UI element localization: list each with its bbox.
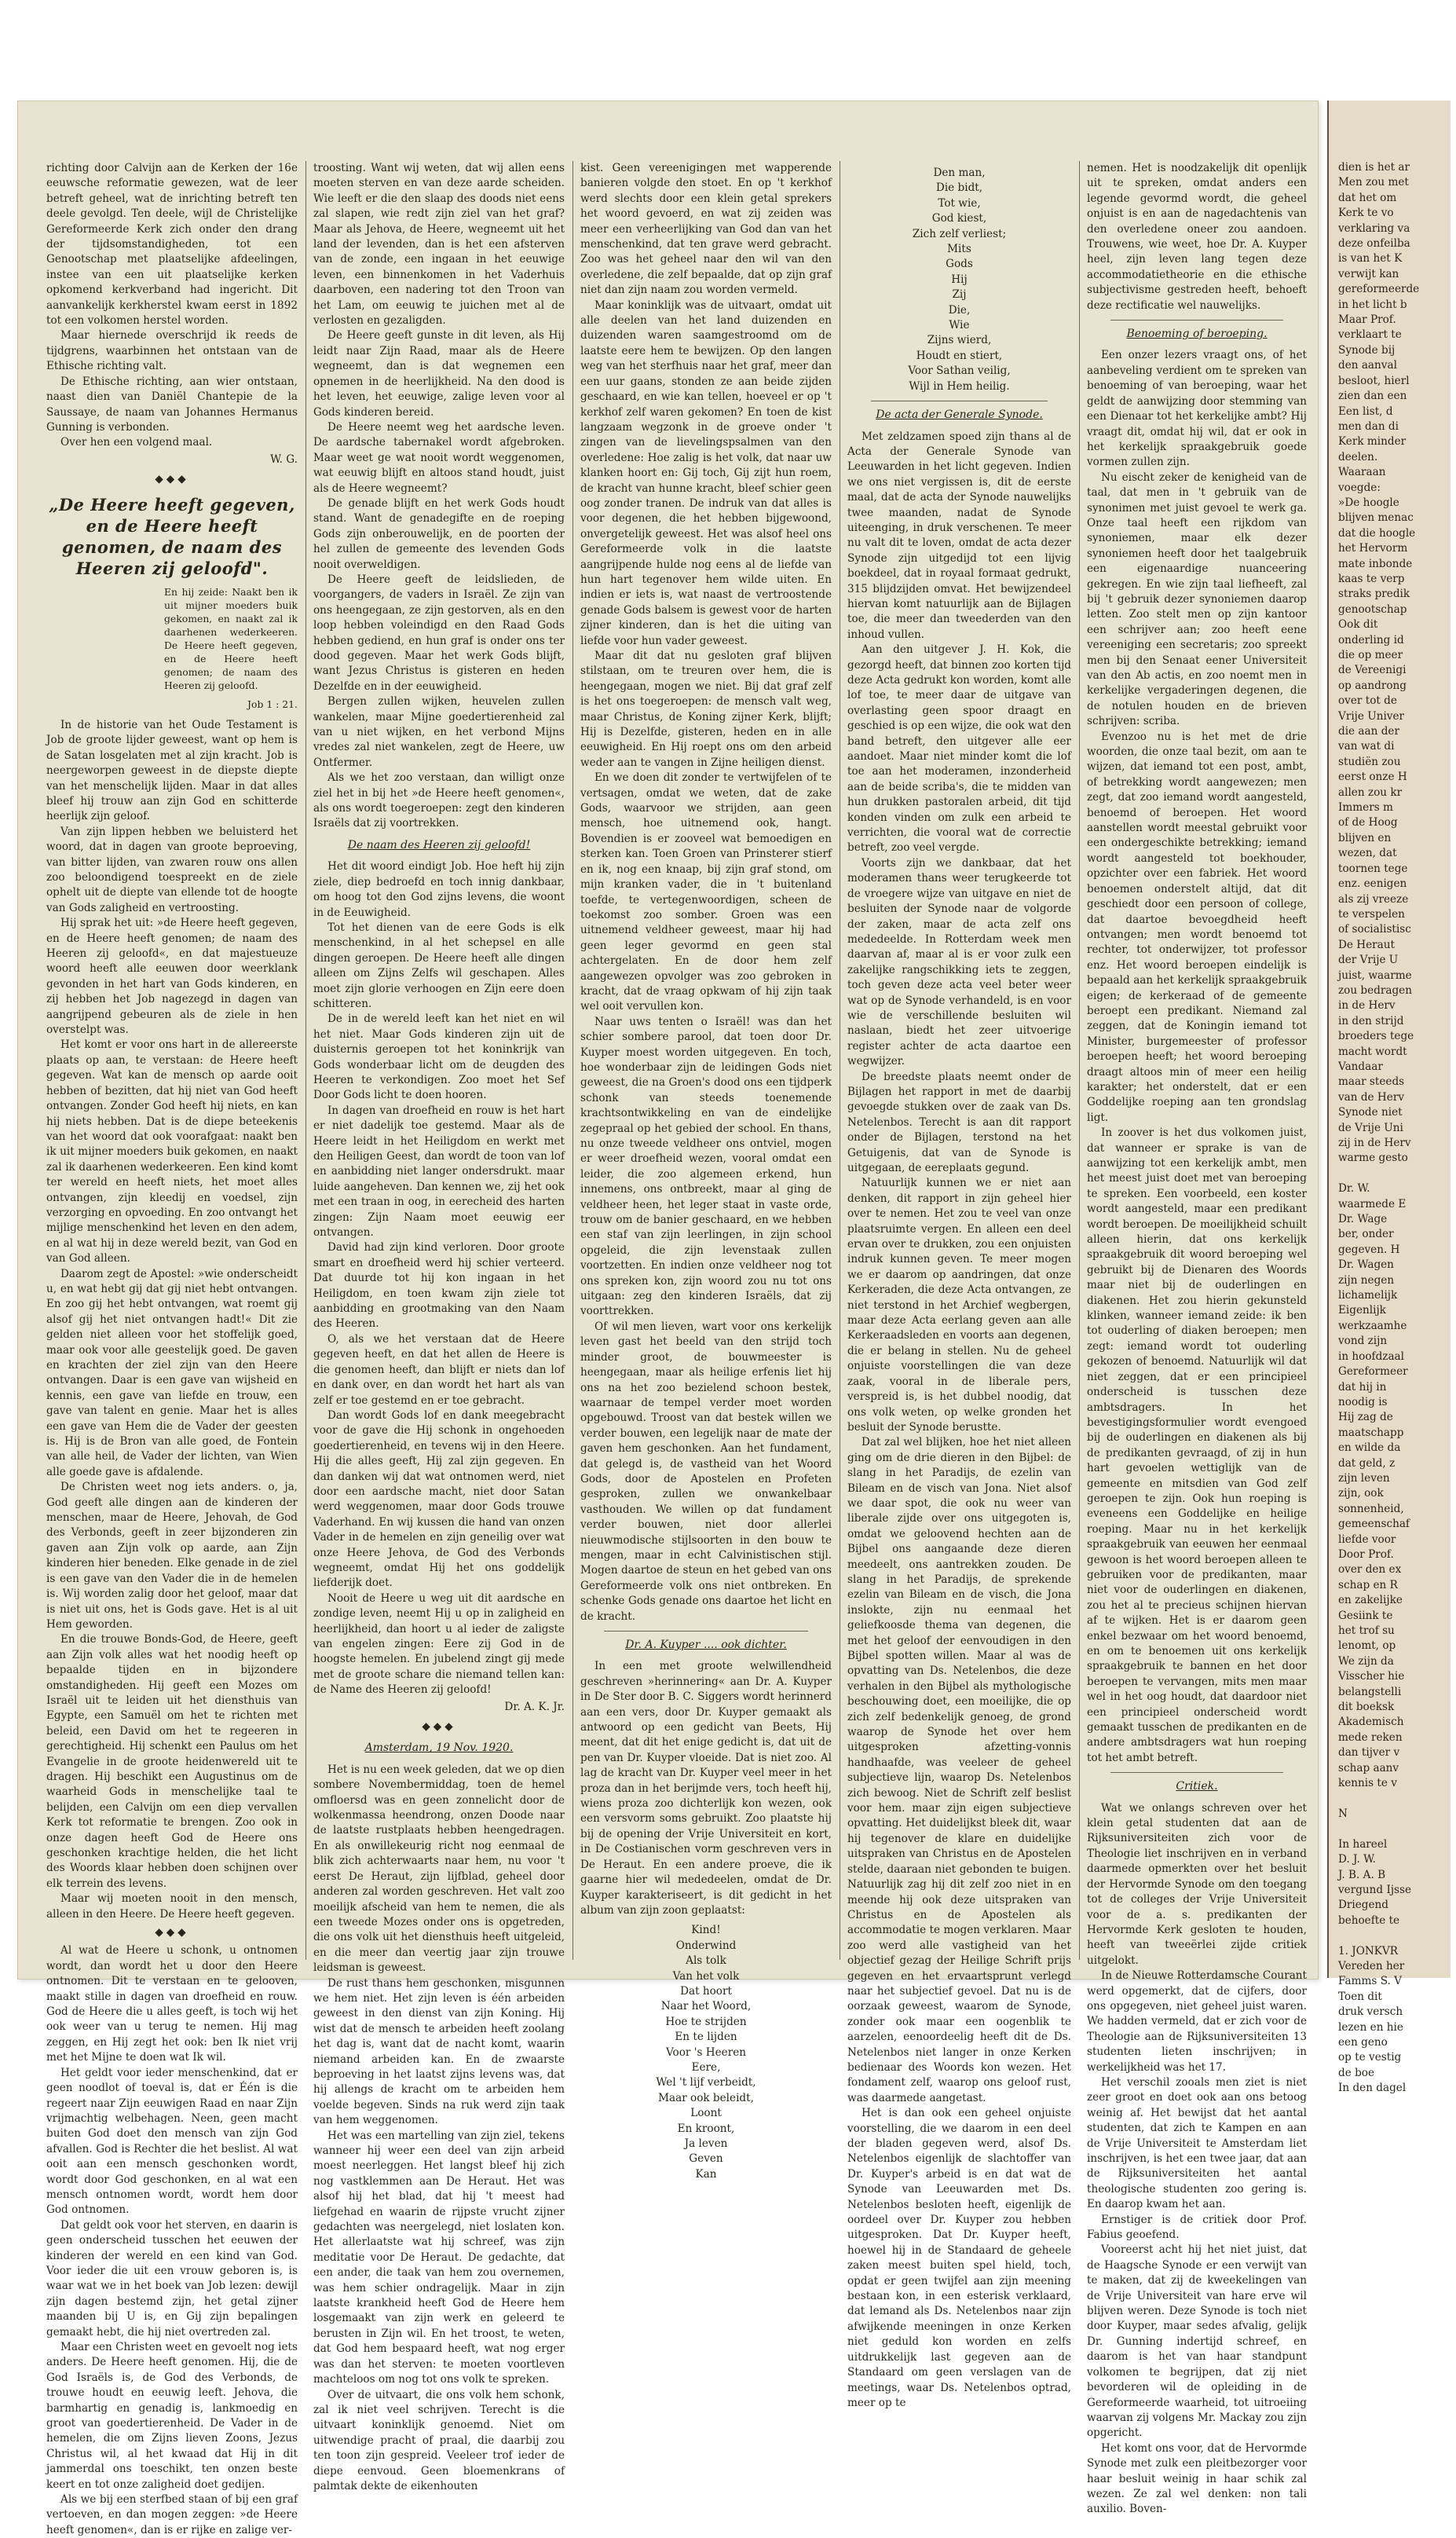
poem-line: Wel 't lijf verbeidt, [656,2076,756,2089]
paragraph: Voorts zijn we dankbaar, dat het moderamen thans weer terugkeerde tot de vroegere wijze van uitgave en niet de besluiten der Synode naar de volgorde der zaken, maar de acta zelf ons mededeelde. In Rotterdam week men daarvan af, maar al is er voor zulk een zakelijke rangschikking iets te zeggen, toch geven deze acta veel beter weer wat op de Synode verhandeld, is en voor wie de verschillende besluiten wil naslaan, biedt het zeer uitvoerige register achter de acta daartoe een wegwijzer. [847,856,1071,1068]
fragment-line: Vereden her [1338,1959,1405,1972]
poem-line: Tot wie, [938,196,981,210]
fragment-line: gereformeerde [1338,283,1420,296]
fragment-line: Toen dit [1338,1990,1382,2003]
fragment-line: dan tijver v [1338,1746,1400,1760]
paragraph: Maar koninklijk was de uitvaart, omdat uit alle deelen van het land duizenden en duizenden waren saamgestroomd om de laatste eere hem te bewijzen. Op den langen weg van het sterfhuis naar het graf, meer dan een uur gaans, stonden ze aan beide zijden geschaard, en wie kan tellen, hoeveel er op 't kerkhof zelf waren gekomen? En toen de kist langzaam wegzonk in de groeve onder 't zingen van de lievelingspsalmen van den overledene: Hoe zalig is het volk, dat naar uw klanken hoort en: Gij toch, Gij zijt hun roem, de kracht van hunne kracht, bleef schier geen oog zonder tranen. De indruk van dat alles is voor degenen, die het hebben bijgewoond, onvergetelijk geweest. Het was alsof heel ons Gereformeerde volk in die laatste aangrijpende hulde nog eens al de liefde van hun hart tegenover hem wilde uiten. En indien er iets is, wat naast de vertroostende genade Gods balsem is gewest voor de harten zijner kinderen, dan is het die uiting van liefde voor hun vader geweest. [580,298,832,647]
poem [580,1923,832,2182]
fragment-line: broeders tege [1338,1030,1414,1043]
fragment-line: Immers m [1338,801,1393,815]
paragraph: De in de wereld leeft kan het niet en wil het niet. Maar Gods kinderen zijn uit de duisternis geroepen tot het koninkrijk van Gods wonderbaar licht om de deugden des Heeren te verkondigen. Zoo moet het Sef Door Gods licht te doen hooren. [313,1013,565,1102]
paragraph: Maar een Christen weet en gevoelt nog iets anders. De Heere heeft genomen. Hij, die de God Israëls is, de God des Verbonds, de trouwe houdt en eeuwig leeft. Jehova, die barmhartig en genadig is, lankmoedig en groot van goedertierenheid. De Vader in de hemelen, die om Zijns lieven Zoons, Jezus Christus wil, al het kwaad dat Hij in dit jammerdal ons toeschikt, ten onzen beste keert en tot onze zaligheid doet gedijen. [46,2341,298,2491]
paragraph: Maar hiernede overschrijd ik reeds de tijdgrens, waarbinnen het ontstaan van de Ethische richting valt. [46,329,298,373]
poem-line: Kan [695,2167,717,2181]
fragment-line: zij in de Herv [1338,1137,1411,1149]
fragment-line: op aandrong [1338,679,1407,692]
paragraph: Hij sprak het uit: »de Heere heeft gegeven, en de Heere heeft genomen; de naam des Heeren zij geloofd«, en dat majestueuze woord heeft alle eeuwen door weerklank gevonden in het hart van Gods kinderen, en zij hebben het Job nagezegd in dagen van aangrijpend gebeuren als de ziele in hen overstelpt was. [46,917,298,1037]
separator-ornament: ◆◆◆ [155,1926,189,1939]
fragment-line: In hareel [1338,1837,1388,1851]
fragment-line: over den ex [1338,1563,1402,1577]
fragment-line: schap aanv [1338,1761,1399,1774]
fragment-line: verklaring va [1338,222,1410,235]
separator-ornament: ◆◆◆ [155,473,189,486]
paragraph: Bergen zullen wijken, heuvelen zullen wankelen, maar Mijne goedertierenheid zal van u niet wijken, en het verbond Mijns vredes zal niet wankelen, zegt de Heere, uw Ontfermer. [313,695,565,769]
poem-line: En kroont, [677,2122,735,2135]
paragraph: Of wil men lieven, wart voor ons kerkelijk leven gast het beeld van den strijd toch minder groot, de bouwmeester is heengegaan, maar als heilige erfenis liet hij ons na het zoo bezielend schoon bestek, waarnaar de tempel verder moet worden opgebouwd. Troost van dat bestek willen we verder bouwen, een legelijk naar de mate der gaven hem geschonken. Aan het fundament, dat gelegd is, de vastheid van het Woord Gods, door de Apostelen en Profeten gesproken, zullen we onwankelbaar vasthouden. We willen op dat fundament verder bouwen, niet door allerlei nieuwmodische stijlsoorten in den bouw te mengen, maar in echt Calvinistischen stijl. Mogen daartoe de steun en het gebed van ons Gereformeerde volk ons niet ontbreken. En schenke Gods genade ons daartoe het licht en de kracht. [580,1320,832,1623]
fragment-line: studiën zou [1338,755,1401,768]
poem [847,166,1071,394]
poem-line: Die, [948,303,971,317]
poem-line: Loont [690,2107,722,2120]
fragment-line: verwijt kan [1338,267,1399,280]
separator-ornament: ◆◆◆ [422,1720,456,1734]
paragraph: De Heere neemt weg het aardsche leven. De aardsche tabernakel wordt afgebroken. Maar weet ge wat nooit wordt weggenomen, wat eeuwig blijft en altoos stand houdt, juist als de Heere wegneemt? [313,420,565,495]
column-2 [313,161,565,2492]
fragment-line: N [1338,1807,1348,1820]
poem-line: Van het volk [672,1969,740,1983]
meditation-title: „De Heere heeft gegeven, en de Heere heeft genomen, de naam des Heeren zij geloofd". [49,494,295,578]
fragment-line: het Hervorm [1338,542,1408,555]
paragraph: Over de uitvaart, die ons volk hem schonk, zal ik niet veel schrijven. Terecht is die uitvaart koninklijk genoemd. Niet om uitwendige pracht of praal, die daarbij zou ten toon zijn gespreid. Veeleer trof ieder de diepe eenvoud. Geen bloemenkrans of palmtak dekte de eikenhouten [313,2388,565,2492]
fragment-line: liefde voor [1338,1533,1396,1546]
paragraph: Dat geldt ook voor het sterven, en daarin is geen onderscheid tusschen het eeuwen der kinderen der wereld en een kind van God. Voor ieder die uit een vrouw geboren is, is waar wat we in het boek van Job lezen: dewijl zijn dagen bestemd zijn, het getal zijner maanden bij U is, en Gij zijn bepalingen gemaakt hebt, die hij niet overtreden zal. [46,2218,298,2338]
fragment-line: het trof su [1338,1624,1395,1637]
paragraph: De breedste plaats neemt onder de Bijlagen het rapport in met de daarbij gevoegde stukken over de zaak van Ds. Netelenbos. Terecht is aan dit rapport onder de Bijlagen, terstond na het Getuigenis, dat van de Synode is uitgegaan, de eereplaats gegund. [847,1070,1071,1174]
paragraph: Wat we onlangs schreven over het klein getal studenten dat aan de Rijksuniversiteiten zich voor de Theologie liet inschrijven en in verband daarmede opmerkten over het besluit der Hervormde Synode om den toegang tot de colleges der Vrije Universiteit voor de a. s. predikanten der Hervormde Kerk gesloten te houden, heeft van tweeërlei zijde critiek uitgelokt. [1087,1801,1307,1967]
fragment-line: die aan der [1338,725,1399,738]
poem-line: Zijns wierd, [927,334,992,347]
fragment-line: lezen en hie [1338,2020,1403,2034]
paragraph: Tot het dienen van de eere Gods is elk menschenkind, in al het schepsel en alle dingen geroepen. De Heere heeft alle dingen alleen om Zijns Zelfs wil geschapen. Alles moet zijn glorie verhoogen en Zijn eere doen schitteren. [313,921,565,1010]
fragment-line: behoefte te [1338,1914,1400,1927]
poem-line: Zij [952,288,967,302]
paragraph: Als we het zoo verstaan, dan willigt onze ziel het in bij het »de Heere heeft genomen«, als ons wordt toegeroepen: zegt den kinderen Israëls dat zij voortrekken. [313,771,565,830]
adjacent-page-column [1338,160,1456,2095]
fragment-line: juist, waarme [1338,969,1412,982]
fragment-line: »De hoogle [1338,496,1399,509]
fragment-line: Eigenlijk [1338,1304,1386,1317]
adjacent-page-fragment [1327,101,1451,2095]
poem-line: Voor Sathan veilig, [908,364,1011,378]
fragment-line: gegeven. H [1338,1243,1400,1256]
paragraph: Het is dan ook een geheel onjuiste voorstelling, die we daarom in een deel der bladen gegeven werd, alsof Ds. Netelenbos eigenlijk de slachtoffer van Dr. Kuyper's arbeid is en dat wat de Synode van Leeuwarden met Ds. Netelenbos besloten heeft, eigenlijk de oordeel over Dr. Kuyper zou hebben uitgesproken. Dat Dr. Kuyper heeft, hoewel hij in de Standaard de geheele zaken meest buiten spel hield, toch, opdat er geen twijfel aan zijn meening bestaan kon, in een esterisk verklaard, dat lemand als Ds. Netelenbos naar zijn afwijkende meeningen in onze Kerken niet geduld kon worden en zelfs uitdrukkelijk last gegeven aan de Standaard om geen verslagen van de meetings, waar Ds. Netelenbos optrad, meer op te [847,2107,1071,2409]
fragment-line: den aanval [1338,359,1397,372]
paragraph: Evenzoo nu is het met de drie woorden, die onze taal bezit, om aan te wijzen, dat iemand tot een post, ambt, of betrekking wordt aangewezen; men zegt, dat zoo iemand wordt aangesteld, benoemd of beroepen. Het woord aanstellen wordt meestal gebruikt voor een ondergeschikte betrekking; iemand wordt aangesteld tot boekhouder, opzichter over een fabriek. Het woord benoemen onderstelt altijd, dat dit geschiedt door een persoon of college, dat daartoe bevoegdheid heeft ontvangen; men wordt benoemd tot rechter, tot onderwijzer, tot professor enz. Het woord beroepen eindelijk is bepaald aan het kerkelijk spraakgebruik eigen; de kerkeraad of de gemeente beroept een predikant. Niemand zal zeggen, dat de Koningin iemand tot Minister, burgemeester of professor beroepen heeft; het woord beroeping draagt altoos min of meer een heilig karakter; het onderstelt, dat er een Goddelijke roeping aan ten grondslag ligt. [1087,730,1307,1124]
fragment-line: Synode niet [1338,1106,1403,1119]
fragment-line: Maar Prof. [1338,313,1396,327]
fragment-line: der Vrije U [1338,954,1399,967]
column-rule [305,161,306,1960]
paragraph: Het verschil zooals men ziet is niet zeer groot en doet ook aan ons betoog weinig af. Het bewijst dat het aantal studenten, dat zich te Kampen en aan de Vrije Universiteit te Amsterdam liet inschrijven, is het een twee jaar, dat aan de Rijksuniversiteiten het aantal theologische studenten zoo gering is. En daarop kwam het aan. [1087,2075,1307,2211]
poem-line: Houdt en stiert, [916,349,1003,362]
fragment-line: zien dan een [1338,390,1407,403]
paragraph: Nu eischt zeker de kenigheid van de taal, dat men in 't gebruik van de synonimen met juist gevoel te werk ga. Onze taal heeft een rijkdom van synoniemen, maar elk dezer synoniemen heeft door het taalgebruik een eigenaardige nuanceering gekregen. En wie zijn taal liefheeft, zal bij 't gebruik dezer synoniemen daarop letten. Zoo stelt men op zijn kantoor een schrijver aan; zoo heeft eene vereeniging een secretaris; zoo spreekt men bij den Senaat eener Universiteit van den Ab actis, en zoo noemt men in kerkelijke vergaderingen degenen, die de notulen houden en de brieven schrijven: scriba. [1087,471,1307,728]
column-rule [1079,161,1080,1960]
paragraph: Het dit woord eindigt Job. Hoe heft hij zijn ziele, diep bedroefd en toch innig dankbaar, om hoog tot den God zijns levens, die woont in de Eeuwigheid. [313,860,565,919]
fragment-line: zijn negen [1338,1273,1395,1287]
fragment-line: is van het K [1338,252,1403,266]
fragment-line: sonnenheid, [1338,1502,1404,1515]
fragment-line: Waaraan [1338,466,1386,479]
fragment-line: Door Prof. [1338,1547,1394,1561]
fragment-line: onderling id [1338,633,1404,646]
fragment-line: De Heraut [1338,938,1395,951]
fragment-line: Hij zag de [1338,1411,1393,1424]
paragraph: In de Nieuwe Rotterdamsche Courant werd opgemerkt, dat de cijfers, door ons opgegeven, niet geheel juist waren. We hadden vermeld, dat er zich voor de Theologie aan de Rijksuniversiteiten 13 studenten lieten inschrijven; in werkelijkheid was het 17. [1087,1969,1308,2074]
paragraph: De Heere geeft gunste in dit leven, als Hij leidt naar Zijn Raad, maar als de Heere wegneemt, dan is dat wegnemen een opnemen in de heerlijkheid. Na den dood is het leven, het eeuwige, zalige leven voor al Gods kinderen bereid. [313,329,565,419]
poem-line: God kiest, [931,212,987,225]
poem-line: Wijl in Hem heilig. [909,379,1010,393]
fragment-line: maatschapp [1338,1426,1404,1439]
fragment-line: mate inbonde [1338,557,1413,570]
fragment-line: in de Herv [1338,999,1396,1013]
fragment-line: dit boeksk [1338,1701,1395,1714]
paragraph: Het komt ons voor, dat de Hervormde Synode met zulk een pleitbezorger voor haar besluit weinig in haar schik zal wezen. Ze zal wel denken: non tali auxilio. Boven- [1087,2441,1307,2516]
fragment-line: Dr. W. [1338,1182,1370,1196]
fragment-line: genootschap [1338,602,1407,616]
fragment-line: deze onfeilba [1338,237,1410,251]
fragment-line: men dan di [1338,419,1399,433]
fragment-line: dat die hoogle [1338,526,1416,540]
fragment-line: als zij vreeze [1338,892,1409,906]
fragment-line: Famms S. V [1338,1975,1402,1988]
fragment-line: in hoofdzaal [1338,1350,1404,1363]
fragment-line: druk versch [1338,2005,1403,2019]
fragment-line: verklaart te [1338,328,1402,342]
fragment-line: wezen, dat [1338,847,1397,860]
paragraph: En we doen dit zonder te vertwijfelen of te vertsagen, omdat we weten, dat de zake Gods, waarvoor we strijden, aan geen mensch, hoe uitnemend ook, hangt. Bovendien is er zooveel wat bemoedigen en sterken kan. Toen Groen van Prinsterer stierf en ik, nog een knaap, bij zijn graf stond, om mijn kranken vader, die in 't buitenland toefde, te vertegenwoordigen, scheen de toekomst zoo somber. Groen was een uitnemend veldheer geweest, maar hij had geen leger gevormd en geen stal achtergelaten. En de door hem zelf aangewezen opvolger was zoo gebroken in kracht, dat de vraag opkwam of hij zijn taak wel ooit vervullen kon. [580,771,832,1013]
fragment-line: lenomt, op [1338,1639,1396,1653]
poem-line: Mits [947,243,971,256]
fragment-line: de boe [1338,2066,1374,2079]
fragment-line: gemeenschaf [1338,1518,1410,1531]
fragment-line: In den dagel [1338,2082,1407,2095]
paragraph: De Ethische richting, aan wier ontstaan, naast dien van Daniël Chantepie de la Saussaye, de naam van Johannes Hermanus Gunning is verbonden. [46,375,298,434]
fragment-line [1338,1928,1456,1943]
fragment-line: Vrije Univer [1338,709,1405,723]
fragment-line: zou bedragen [1338,983,1412,997]
fragment-line: voegde: [1338,481,1381,494]
paragraph: troosting. Want wij weten, dat wij allen eens moeten sterven en van deze aarde scheiden. Wie leeft er die den slaap des doods niet eens zal slapen, wie redt zijn ziel van het graf? Maar als Jehova, de Heere, wegneemt uit het land der levenden, dan is het een afsterven van de zonde, een ingaan in het eeuwige leven, een binnenkomen in het Vaderhuis daarboven, een nadering tot den Troon van het Lam, om eeuwig te juichen met al de verlosten en gezaligden. [313,162,565,328]
fragment-line: Vandaar [1338,1060,1383,1073]
poem-line: Geven [689,2152,723,2166]
fragment-line: Men zou met [1338,176,1409,189]
poem-line: Die bidt, [935,181,983,195]
fragment-line: van de Herv [1338,1090,1405,1104]
paragraph: Naar uws tenten o Israël! was dan het schier sombere parool, dat toen door Dr. Kuyper moest worden uitgegeven. En toch, hoe wonderbaar zijn de leidingen Gods niet geweest, die na Groen's dood ons een tijdperk schonk van steeds toenemende krachtsontwikkeling en van de eindelijke zegepraal op het gebied der school. En thans, nu onze tweede veldheer ons ontviel, mogen er weer droefheid wezen, vooral omdat een leider, die zoo algemeen erkend, hun innemens, ons ontbreekt, maar al ging de veldheer heen, het leger staat in vaste orde, trouw om de banier geschaard, en we hebben een staf van zijn leerlingen, in zijn school opgeleid, die zijn levenstaak zullen voortzetten. En indien onze veldheer nog tot ons spreken kon, zijn woord zou nu tot ons uitgaan: zeg den kinderen Israëls, dat zij voorttrekken. [580,1015,832,1318]
paragraph: Natuurlijk kunnen we er niet aan denken, dit rapport in zijn geheel hier over te nemen. Het zou te veel van onze plaatsruimte vergen. En alleen een deel ervan over te drukken, zou een onjuisten indruk kunnen geven. Te meer mogen we er daarom op aandringen, dat onze Kerkeraden, die deze Acta ontvangen, ze niet terstond in het Archief wegbergen, maar deze Acta eerlang geven aan alle Kerkeraadsleden en voorts aan degenen, die er belang in stellen. Nu de geheel onjuiste voorstellingen die van deze zaak, vooral in de liberale pers, verspreid is, is het dubbel noodig, dat ons volk weten, op welke gronden het besluit der Synode berustte. [847,1177,1071,1434]
poem-line: Gods [946,258,973,271]
paragraph: nemen. Het is noodzakelijk dit openlijk uit te spreken, omdat anders een legende gevormd wordt, die geheel onjuist is en aan de nagedachtenis van den overledene oneer zou aandoen. Trouwens, wie weet, hoe Dr. A. Kuyper heel, zijn leven lang tegen deze accommodatietheorie en die ethische subjectivisme gestreden heeft, behoeft deze rectificatie wel nauwelijks. [1087,162,1307,312]
paragraph: De Christen weet nog iets anders. o, ja, God geeft alle dingen aan de kinderen der menschen, maar de Heere, Jehovah, de God des Verbonds, geeft in zeer bijzonderen zin gaven aan Zijn volk op aarde, aan Zijn kinderen hier beneden. Elke genade in de ziel is een gave van den Vader die in de hemelen is. Wij worden zalig door het geloof, maar dat is niet uit ons, het is Gods gave. Het is al uit Hem geworden. [46,1481,298,1631]
fragment-line: macht wordt [1338,1045,1407,1058]
fragment-line: van wat di [1338,740,1395,753]
paragraph: Het is nu een week geleden, dat we op dien sombere Novembermiddag, toen de hemel omfloersd was en geen zonnelicht door de wolkenmassa heendrong, onzen Doode naar de laatste rustplaats hebben heengedragen. En als onwillekeurig richt nog eenmaal de blik zich achterwaarts naar hem, nu voor 't eerst De Heraut, zijn lijfblad, geheel door anderen zal worden geschreven. Het valt zoo moeilijk afscheid van hem te nemen, die als een tweede Mozes onder ons is opgetreden, die ons volk uit het diensthuis heeft uitgeleid, en die meer dan veertig jaar zijn trouwe leidsman is geweest. [313,1763,565,1975]
fragment-line: Een list, d [1338,405,1393,418]
paragraph: David had zijn kind verloren. Door groote smart en droefheid werd hij schier verteerd. Dat duurde tot hij kon ingaan in het Heiligdom, en toen kwam zijn ziele tot aanbidding en grootmaking van den Naam des Heeren. [313,1241,565,1331]
fragment-line: dien is het ar [1338,161,1410,174]
poem-line: Maar ook beleidt, [658,2091,754,2104]
paragraph: Ernstiger is de critiek door Prof. Fabius geoefend. [1087,2213,1307,2242]
fragment-line: We zijn da [1338,1654,1394,1668]
fragment-line: werkzaamhe [1338,1319,1407,1332]
paragraph: In de historie van het Oude Testament is Job de groote lijder geweest, want op hem is de Satan losgelaten met al zijn kracht. Job is neergeworpen geweest in de diepste diepte van het menschelijk lijden. Maar in dat alles bleef hij trouw aan zijn God en schitterde heerlijk zijn geloof. [46,718,298,823]
paragraph: Maar dit dat nu gesloten graf blijven stilstaan, om te treuren over hem, die is heengegaan, mogen we niet. Bij dat graf zelf is het ons toegeroepen: de mensch valt weg, maar Christus, de Koning zijner Kerk, blijft; Hij is Dezelfde, gisteren, heden en in alle eeuwigheid. En Hij roept ons om den arbeid weder aan te vangen in Zijne heiligen dienst. [580,650,832,769]
fragment-line: een geno [1338,2035,1388,2049]
paragraph: En die trouwe Bonds-God, de Heere, geeft aan Zijn volk alles wat het noodig heeft op bepaalde tijden en in bijzondere omstandigheden. Hij geeft een Mozes om Israël uit te leiden uit het diensthuis van Egypte, een Samuël om het te richten met beleid, een David om het te regeeren in gerechtigheid. Hij schenkt een Paulus om het Evangelie in de groote heidenwereld uit te dragen. Hij beschikt een Augustinus om de waarheid Gods in menschelijke taal te belijden, een Calvijn om een diep vervallen Kerk tot reformatie te brengen. Zoo ook in onze dagen heeft God de Heere ons geschonken krachtige helden, die het licht des Woords klaar hebben doen schijnen over elk terrein des levens. [46,1633,298,1890]
fragment-line: kennis te v [1338,1777,1397,1790]
fragment-line: ber, onder [1338,1228,1394,1241]
section-heading: Benoeming of beroeping. [1126,328,1268,341]
poem-line: Eere, [691,2060,721,2074]
poem-line: Hoe te strijden [665,2015,747,2028]
poem-line: Kind! [691,1924,721,1937]
poem-line: Hij [951,273,968,286]
fragment-line: in den strijd [1338,1014,1404,1027]
newspaper-page [17,101,1319,2536]
poem-line: Als tolk [686,1954,726,1968]
paragraph: Dan wordt Gods lof en dank meegebracht voor de gave die Hij schonk in ongehoeden goedertierenheid, en tevens wij in den Heere. Hij die alles geeft, Hij zal zijn gegeven. En dan danken wij dat wat ontnomen werd, niet door een aardsche macht, niet door Satan werd weggenomen, maar door Gods trouwe Vaderhand. En wij kussen die hand van onzen Vader in de hemelen en zijn geneilig over wat onze Heere Jehova, de God des Verbonds wegneemt, omdat Hij het ons goddelijk liefderijk doet. [313,1408,565,1590]
fragment-line: 1. JONKVR [1338,1944,1398,1958]
fragment-line: eerst onze H [1338,771,1407,784]
fragment-line [1338,1166,1456,1181]
poem-line: Den man, [933,167,986,179]
fragment-line: Driegend [1338,1899,1388,1912]
fragment-line: of de Hoog [1338,816,1398,830]
fragment-line: dat hij in [1338,1380,1387,1394]
paragraph: In zoover is het dus volkomen juist, dat wanneer er sprake is van de aanwijzing tot een kerkelijk ambt, men het meest juist doet met van beroeping te spreken. Een voorbeeld, een koster wordt aangesteld, maar een predikant wordt beroepen. De moeilijkheid schuilt alleen hierin, dat ons kerkelijk spraakgebruik dit woord beroeping wel gebruikt bij de Dienaren des Woords maar niet bij de ouderlingen en diakenen. Het zou hierin gekunsteld klinken, wanneer iemand zeide: ik ben tot ouderling of diaken beroepen; men zegt: iemand wordt tot ouderling gekozen of benoemd. Natuurlijk wil dat niet zeggen, dat er een principieel onderscheid is tusschen deze ambtsdragers. In het bevestigingsformulier wordt evengoed bij de ouderlingen en diakenen als bij de predikanten gevraagd, of zij in hun hart gevoelen wettiglijk van de gemeente en mitsdien van God zelf geroepen te zijn. Ook hun roeping is eveneens een Goddelijke en heilige roeping. Maar nu in het kerkelijk spraakgebruik van eeuwen her eenmaal gewoon is het woord beroepen alleen te gebruiken voor de predikanten, maar niet voor de ouderlingen en diakenen, zou het al te precieus schijnen hiervan af te wijken. Het is er daarom geen enkel bezwaar om het woord benoemd, en om te benoemen uit ons kerkelijk spraakgebruik te bannen en het door beroepen te vervangen, mits men maar wel in het oog houdt, dat daardoor niet een principieel onderscheid wordt gemaakt tusschen de predikanten en de andere ambtsdragers wat hun roeping tot het ambt betreft. [1087,1126,1307,1764]
fragment-line: Kerk te vo [1338,207,1394,220]
fragment-line: kaas te verp [1338,572,1405,585]
column-4 [847,161,1071,2409]
poem-line: Zich zelf verliest; [912,227,1007,240]
paragraph: Daarom zegt de Apostel: »wie onderscheidt u, en wat hebt gij dat gij niet hebt ontvangen. En zoo gij het hebt ontvangen, wat roemt gij alsof gij het niet ontvangen hadt!« Dit zie gelden niet alleen voor het stoffelijk goed, maar ook voor alle geestelijk goed. De gaven en krachten der ziel zijn van den Heere ontvangen. Daar is een gave van wijsheid en kennis, een gave van liefde en trouw, een gave van talent en genie. Maar het is alles een gave van Hem die de Vader der geesten is. Hij is de Bron van alle goed, de Fontein van alle heil, de Vader der lichten, van Wien alle goede gave is afdalende. [46,1267,298,1478]
fragment-line: mede reken [1338,1730,1403,1744]
fragment-line: D. J. W. [1338,1853,1377,1866]
fragment-line: besloot, hierl [1338,374,1410,387]
fragment-line: schap en R [1338,1578,1398,1591]
fragment-line: vergund Ijsse [1338,1883,1412,1896]
article-signature: Dr. A. K. Jr. [504,1700,565,1713]
fragment-line: Dr. Wage [1338,1213,1388,1226]
poem-line: Dat hoort [680,1984,732,1998]
fragment-line: blijven en [1338,831,1392,844]
fragment-line: deelen. [1338,450,1378,463]
fragment-line: en wilde da [1338,1441,1401,1455]
column-3 [580,161,832,2181]
fragment-line: of socialistisc [1338,923,1411,936]
fragment-line: allen zou kr [1338,786,1403,799]
fragment-line: die op meer [1338,649,1403,661]
paragraph: Nooit de Heere u weg uit dit aardsche en zondige leven, neemt Hij u op in zaligheid en heerlijkheid, dan hoort u al ieder de zaligste van engelen zingen: Eere zij God in de hoogste hemelen. En jubelend zingt gij mede met de groote schare die niemand tellen kan: de Name des Heeren zij geloofd! [313,1591,565,1697]
paragraph: Maar wij moeten nooit in den mensch, alleen in den Heere. De Heere heeft gegeven. [46,1892,298,1921]
fragment-line: noodig is [1338,1395,1388,1408]
poem-line: En te lijden [675,2031,737,2044]
fragment-line: op te vestig [1338,2051,1402,2064]
section-heading: Critiek. [1176,1780,1218,1793]
poem-line: Naar het Woord, [660,2000,752,2013]
fragment-line: Gesiink te [1338,1609,1393,1622]
section-heading: De acta der Generale Synode. [876,408,1043,422]
paragraph: Aan den uitgever J. H. Kok, die gezorgd heeft, dat binnen zoo korten tijd deze Acta gedrukt kon worden, komt alle lof toe, te meer daar de uitgave van overlasting geen spoor draagt en geschied is op een wijze, die ook wat den band betreft, den uitgever alle eer aandoet. Maar niet minder komt die lof toe aan het moderamen, inzonderheid aan de beide scriba's, die te midden van hun drukken pastoralen arbeid, dit tijd konden vinden om zulk een arbeid te verrichten, die vooral wat de correctie betreft, zoo veel vergde. [847,643,1071,855]
paragraph: Al wat de Heere u schonk, u ontnomen wordt, dan wordt het u door den Heere ontnomen. Dit te verstaan en te gelooven, maakt stille in dagen van droefheid en rouw. God de Heere die u alles geeft, is toch wij het ook weer van u terug te nemen. Hij mag zeggen, en Hij zegt het ook: ben Ik niet vrij met het Mijne te doen wat Ik wil. [46,1944,298,2064]
paragraph: Met zeldzamen spoed zijn thans al de Acta der Generale Synode van Leeuwarden in het licht gegeven. Indien we ons niet vergissen is, dit de eerste maal, dat de acta der Synode nauwelijks twee maanden, nadat de Synode uiteenging, in druk verschenen. Te meer nu valt dit te loven, omdat de acta dezer Synode zijn uitgedijd tot een lijvig boekdeel, dat in royaal formaat gedrukt, 315 blijdzijden omvat. Het bewijzendeel hiervan komt natuurlijk aan de Bijlagen toe, die meer dan tweederden van den inhoud vullen. [847,430,1071,641]
poem-line: Onderwind [675,1939,737,1952]
fragment-line: zijn leven [1338,1471,1390,1485]
column-1 [46,161,298,2536]
epigraph: En hij zeide: Naakt ben ik uit mijner moeders buik gekomen, en naakt zal ik daarhenen wederkeeren. De Heere heeft gegeven, en de Heere heeft genomen; de naam des Heeren zij geloofd. [164,585,298,691]
section-subtitle: De naam des Heeren zij geloofd! [347,838,531,851]
paragraph: In dagen van droefheid en rouw is het hart er niet dadelijk toe gestemd. Maar als de Heere leidt in het Heiligdom en werkt met den Heiligen Geest, dan wordt de toon van lof en aanbidding niet langer ondersdrukt. maar luide aangeheven. Dan kennen we, zij het ook met een traan in oog, in eerecheid des harten zingen: Zijn Naam moet eeuwig eer ontvangen. [313,1104,565,1240]
fragment-line: Gereformeer [1338,1365,1408,1379]
fragment-line: Visscher hie [1338,1670,1405,1683]
fragment-line: warme gesto [1338,1152,1408,1165]
fragment-line: dat geld, z [1338,1456,1396,1470]
fragment-line: enz. eenigen [1338,877,1407,891]
paragraph: Over hen een volgend maal. [60,436,213,449]
paragraph: O, als we het verstaan dat de Heere gegeven heeft, en dat het allen de Heere is die genomen heeft, dan blijft er niets dan lof en dank over, en dan wordt het hart als van zelf er toe gestemd en er toe gebracht. [313,1332,565,1407]
fragment-line: Ook dit [1338,618,1378,632]
paragraph: De Heere geeft de leidslieden, de voorgangers, de vaders in Israël. Ze zijn van ons heengegaan, ze zijn gestorven, als en den loop hebben voleindigd en den Raad Gods hebben gediend, en hun graf is onder ons ter dood gegeven. Maar het werk Gods blijft, want Jezus Christus is gisteren en heden Dezelfde en in der eeuwigheid. [313,573,565,693]
fragment-line [1338,1791,1456,1806]
fragment-line: te verspelen [1338,907,1405,921]
paragraph: De genade blijft en het werk Gods houdt stand. Want de genadegifte en de roeping Gods zijn onberouwelijk, en de poorten der hel zullen de gemeente des levenden Gods nooit overweldigen. [313,496,565,571]
fragment-line: vond zijn [1338,1335,1388,1348]
fragment-line: Synode bij [1338,343,1396,357]
paragraph: De rust thans hem geschonken, misgunnen we hem niet. Het zijn leven is één arbeiden geweest in den dienst van zijn Koning. Hij wist dat de mensch te arbeiden heeft zoolang het dag is, want dat de nacht komt, waarin niemand arbeiden kan. En de zwaarste beproeving in het laatst zijns levens was, dat hij allengs de kracht om te arbeiden hem voelde begeven. Sinds na ruk werd zijn taak van hem weggenomen. [313,1976,565,2127]
paragraph: Het was een martelling van zijn ziel, tekens wanneer hij weer een deel van zijn arbeid moest neerleggen. Het langst bleef hij zich nog vastklemmen aan De Heraut. Het was alsof hij het blad, dat hij 't meest had liefgehad en waarin de rijpste vrucht zijner gedachten was neergelegd, niet loslaten kon. Het allerlaatste wat hij schreef, was zijn meditatie voor De Heraut. De gedachte, dat een ander, die taak van hem zou overnemen, was hem schier ondragelijk. Maar in zijn laatste krankheid heeft God de Heere hem losgemaakt van zijn werk en geleerd te berusten in Zijn wil. En het troost, te weten, dat God hem bespaard heeft, wat nog erger was dan het sterven: te moeten voortleven machteloos om nog tot ons volk te spreken. [313,2129,565,2386]
paragraph: Dat zal wel blijken, hoe het niet alleen ging om de drie dieren in den Bijbel: de slang in het Paradijs, de ezelin van Bileam en de visch van Jona. Niet alsof we daar spot, die ook nu weer van liberale zijde over ons uitgegoten is, omdat we geloovend hechten aan de Bijbel ons aangaande deze dieren meedeelt, ons aantrekken zouden. De slang in het Paradijs, de sprekende ezelin van Bileam en de visch, die Jona inslokte, zijn nu eenmaal het geliefkoosde thema van degenen, die met het geloof der eenvoudigen in den Bijbel spotten willen. Maar al was de opvatting van Ds. Netelenbos, die deze verhalen in den Bijbel als mythologische beschouwing doet, een moeilijke, die op zich zelf bedenkelijk genoeg, de grond waarop de Synode het over hem uitgesproken afzetting-vonnis handhaafde, was veeleer de geheel subjectieve lijn, waarop Ds. Netelenbos zich bewoog. Niet de Schrift zelf beslist voor hem. maar zijn eigen subjectieve opvatting. Het duidelijkst bleek dit, waar hij tegenover de klare en duidelijke uitspraken van Christus en de Apostelen stelde, daaraan niet gebonden te buigen. Natuurlijk zag hij dit zelf zoo niet in en meende hij ook deze uitspraken van Christus en de Apostelen als accommodatie te mogen verklaren. Maar zoo werd alle vastigheid van het objectief gezag der Heilige Schrift prijs gegeven en het ervaartsprunt verlegd naar het subjectief gevoel. Dat nu is de oorzaak geweest, waarom de Synode, zonder ook maar een oogenblik te aarzelen, eenoordeelig heeft dit de Ds. Netelenbos niet langer in onze Kerken bedienaar des Woords kon wezen. Het fondament zelf, waarop ons geloof rust, was daarmede aangetast. [847,1436,1071,2104]
paragraph: Het komt er voor ons hart in de allereerste plaats op aan, te verstaan: de Heere heeft gegeven. Wat kan de mensch op aarde ooit hebben of bezitten, dat hij niet van God heeft ontvangen. Zonder God heeft hij niets, en kan hij niets hebben. Dat is de diepe beteekenis van het woord dat ook voorafgaat: naakt ben ik uit mijner moeders buik gekomen, en naakt zal ik daarhenen wederkeeren. Een kind komt ter wereld en heeft niets, het moet alles ontvangen, zijn kleedij en voedsel, zijn verzorging en opvoeding. En zoo ontvangt het mijlige menschenkind het leven en den adem, en al wat hij in deze wereld bezit, van God en van God alleen. [46,1038,298,1265]
fragment-line: Kerk minder [1338,435,1407,449]
fragment-line: over tot de [1338,694,1397,708]
fragment-line: maar steeds [1338,1075,1405,1089]
fragment-line: dat het om [1338,191,1397,204]
article-signature: W. G. [270,452,298,466]
fragment-line: blijven menac [1338,511,1414,525]
section-heading: Dr. A. Kuyper .... ook dichter. [625,1639,787,1651]
section-divider [604,1631,808,1632]
fragment-line: in het licht b [1338,298,1407,311]
fragment-line: Dr. Wagen [1338,1258,1394,1272]
column-5 [1087,161,1308,2516]
dateline: Amsterdam, 19 Nov. 1920. [364,1741,514,1755]
poem-line: Ja leven [684,2137,728,2150]
paragraph: Van zijn lippen hebben we beluisterd het woord, dat in dagen van groote beproeving, van bitter lijden, van zwaren rouw ons allen zoo beloondigend toespreekt en de ziele ophelt uit de diepte van ellende tot de hoogte van Gods zaligheid en vertroosting. [46,825,298,914]
fragment-line [1338,1822,1456,1837]
paragraph: Het geldt voor ieder menschenkind, dat er geen noodlot of toeval is, dat er Één is die regeert naar Zijn eeuwigen Raad en naar Zijn vrijmachtig welbehagen. Neen, geen macht buiten God doet den mensch van zijn God afvallen. God is Rechter die het beslist. Al wat ooit aan een mensch geschonken wordt, wordt door God geschonken, en al wat een mensch ontnomen wordt, wordt hem door God ontnomen. [46,2066,298,2217]
paragraph: In een met groote welwillendheid geschreven »herinnering« aan Dr. A. Kuyper in De Ster door B. C. Siggers wordt herinnerd aan een vers, door Dr. Kuyper gemaakt als antwoord op een gedicht van Beets, Hij meent, dat dit het enige gedicht is, dat uit de pen van Dr. Kuyper vloeide. Dat is niet zoo. Al lag de kracht van Dr. Kuyper veel meer in het proza dan in het berijmde vers, toch heeft hij, wiens proza zoo dichterlijk kon wezen, ook een versvorm soms gebruikt. Zoo plaatste hij bij de opening der Vrije Universiteit en kort, in De Costianischen vorm geschreven vers in De Heraut. En een andere proeve, die ik gaarne hier wil mededeelen, omdat de Dr. Kuyper karakteriseert, is dit gedicht in het album van zijn zoon geplaatst: [580,1660,832,1917]
fragment-line: lichamelijk [1338,1289,1398,1302]
paragraph: Een onzer lezers vraagt ons, of het aanbeveling verdient om te spreken van benoeming of van beroeping, waar het geldt de aanwijzing door stemming van een Dienaar tot het kerkelijke ambt? Hij vraagt dit, omdat hij wil, dat er ook in het kerkelijk spraakgebruik goede vormen zullen zijn. [1087,349,1307,469]
fragment-line: straks predik [1338,588,1410,601]
paragraph: Als we bij een sterfbed staan of bij een graf vertoeven, en dan mogen zeggen: »de Heere heeft genomen«, dan is er rijke en zalige ver- [46,2493,298,2536]
fragment-line: belangstelli [1338,1685,1402,1698]
fragment-line: J. B. A. B [1338,1868,1386,1881]
fragment-line: de Vereenigi [1338,664,1407,677]
fragment-line: waarmede E [1338,1197,1407,1210]
fragment-line: Akademisch [1338,1716,1404,1729]
section-divider [1110,1772,1283,1773]
fragment-line: en zakelijke [1338,1594,1403,1607]
paragraph: kist. Geen vereenigingen met wapperende banieren volgde den stoet. En op 't kerkhof werd slechts door een klein getal sprekers het woord gevoerd, en wat zij zeiden was meer een verheerlijking van God dan van het menschenkind, dat ten grave werd gebracht. Zoo was het geheel naar den wil van den overledene, die zelf bepaalde, dat op zijn graf niet dan zijn naam zou worden vermeld. [580,162,832,297]
poem-line: Voor 's Heeren [665,2045,747,2059]
epigraph-reference: Job 1 : 21. [247,698,298,710]
paragraph: Vooreerst acht hij het niet juist, dat de Haagsche Synode er een verwijt van te maken, dat zij de kweekelingen van de Vrije Universiteit van hare erve wil blijven weren. Deze Synode is toch niet door Kuyper, maar sedes afvalig, gelijk Dr. Gunning indertijd schreef, en daarom is het van haar standpunt volkomen te begrijpen, dat zij niet bevorderen wil de opleiding in de Gereformeerde waarheid, tot uitroeiing waarvan zij volgens Mr. Mackay zou zijn opgericht. [1087,2243,1307,2440]
fragment-line: zijn, ook [1338,1487,1384,1500]
article-continuation: richting door Calvijn aan de Kerken der 16e eeuwsche reformatie gewezen, wat de leer betreft geheel, wat de inrichting betreft ten deele gevolgd. Ten deele, wijl de Christelijke Gereformeerde Kerk zich onder den drang der tijdsomstandigheden, tot een Genootschap met plaatselijke afdeelingen, instee van een uit plaatselijke kerken opkomend kerkverband had ingericht. Dit aanvankelijk kerkherstel kwam eerst in 1892 tot een volkomen herstel worden. [46,162,298,328]
poem-line: Wie [949,319,970,332]
fragment-line: de Vrije Uni [1338,1121,1403,1134]
fragment-line: toornen tege [1338,862,1408,875]
